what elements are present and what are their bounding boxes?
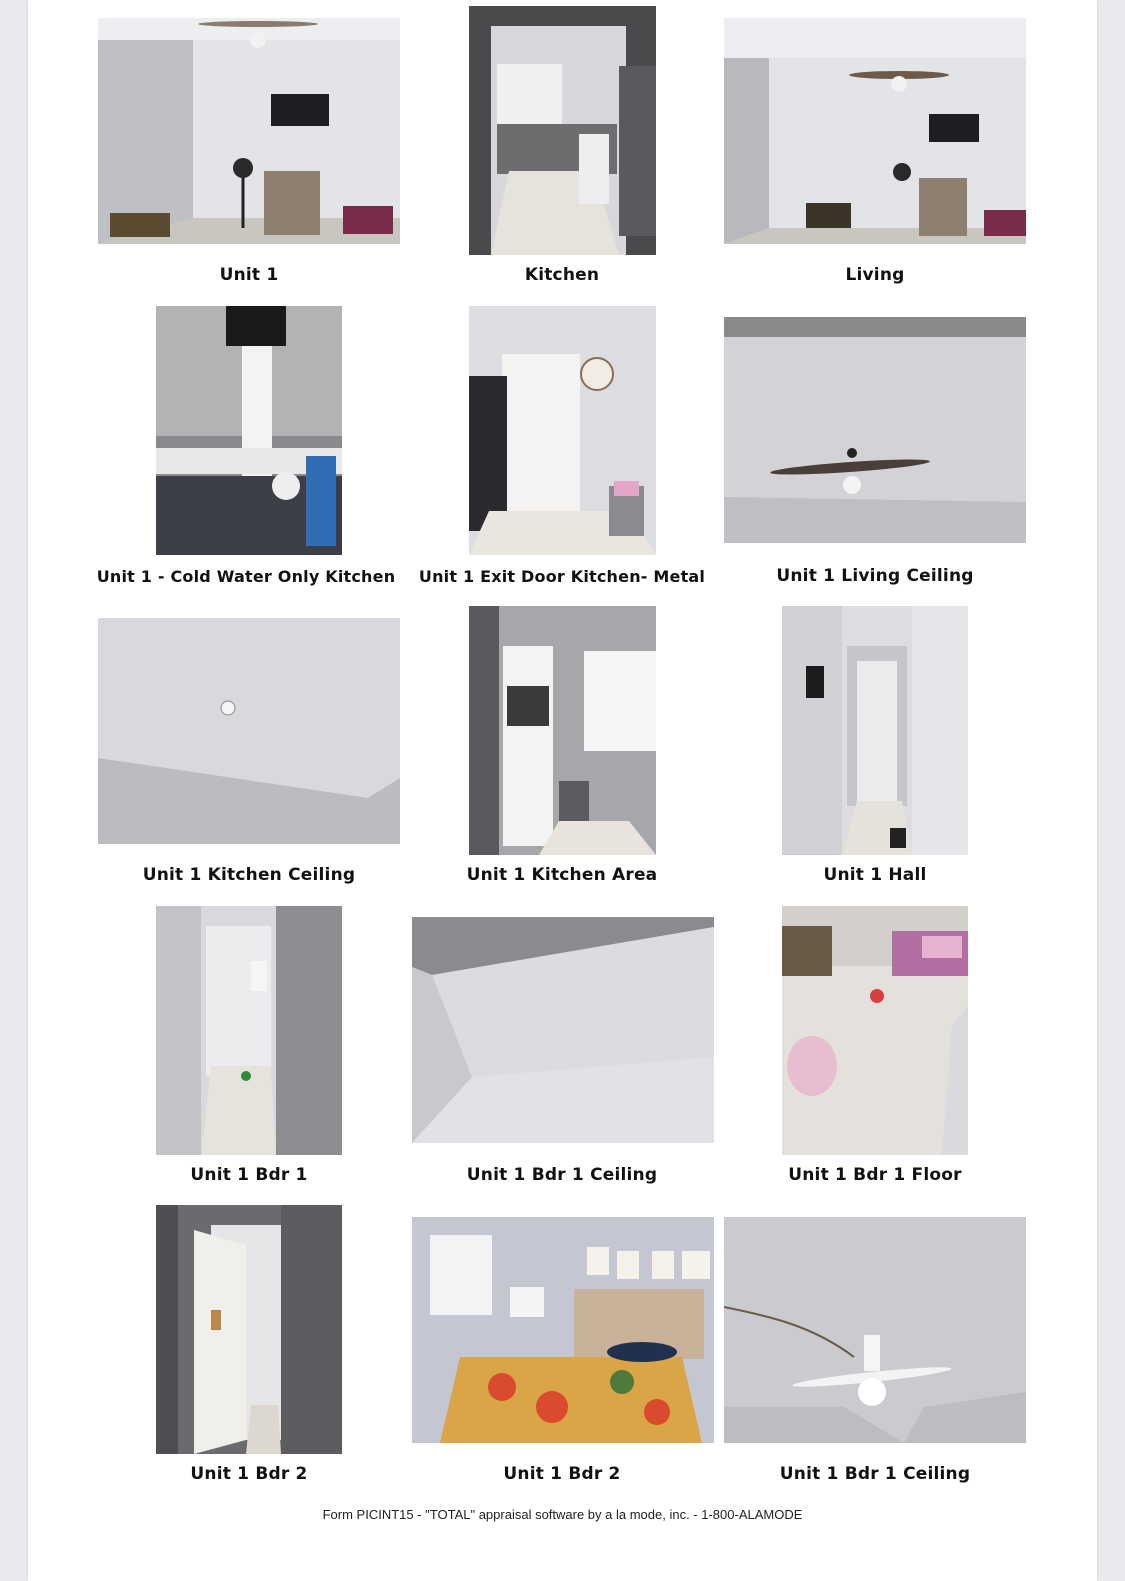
photo-kitchen-ceiling [98, 618, 400, 844]
photo-bdr-2-door [156, 1205, 342, 1454]
photo-kitchen-area [469, 606, 656, 855]
caption-kitchen: Kitchen [524, 265, 600, 285]
photo-unit-1 [98, 18, 400, 244]
caption-bdr-2-bed: Unit 1 Bdr 2 [503, 1464, 621, 1484]
photo-bdr-1 [156, 906, 342, 1155]
caption-bdr-1-ceiling: Unit 1 Bdr 1 Ceiling [466, 1165, 658, 1185]
caption-kitchen-ceiling: Unit 1 Kitchen Ceiling [142, 865, 356, 885]
caption-kitchen-area: Unit 1 Kitchen Area [466, 865, 658, 885]
photo-bdr-1-floor [782, 906, 968, 1155]
photo-bdr-1-ceiling [412, 917, 714, 1143]
caption-bdr-1: Unit 1 Bdr 1 [190, 1165, 308, 1185]
caption-unit-1: Unit 1 [219, 265, 279, 285]
photo-hall [782, 606, 968, 855]
photo-exit-door [469, 306, 656, 555]
form-footer: Form PICINT15 - "TOTAL" appraisal software by a la mode, inc. - 1-800-ALAMODE [322, 1507, 803, 1522]
caption-bdr-1-floor: Unit 1 Bdr 1 Floor [788, 1165, 962, 1185]
caption-hall: Unit 1 Hall [823, 865, 927, 885]
photo-bdr-1-ceiling-fan [724, 1217, 1026, 1443]
photo-bdr-2-bed [412, 1217, 714, 1443]
caption-exit-door: Unit 1 Exit Door Kitchen- Metal [418, 567, 706, 586]
caption-bdr-1-ceiling-2: Unit 1 Bdr 1 Ceiling [779, 1464, 971, 1484]
photo-kitchen [469, 6, 656, 255]
caption-bdr-2-door: Unit 1 Bdr 2 [190, 1464, 308, 1484]
photo-living [724, 18, 1026, 244]
caption-living: Living [845, 265, 905, 285]
caption-living-ceiling: Unit 1 Living Ceiling [776, 566, 974, 586]
photo-living-ceiling [724, 317, 1026, 543]
photo-cold-water-kitchen [156, 306, 342, 555]
caption-cold-water-kitchen: Unit 1 - Cold Water Only Kitchen [96, 567, 396, 586]
